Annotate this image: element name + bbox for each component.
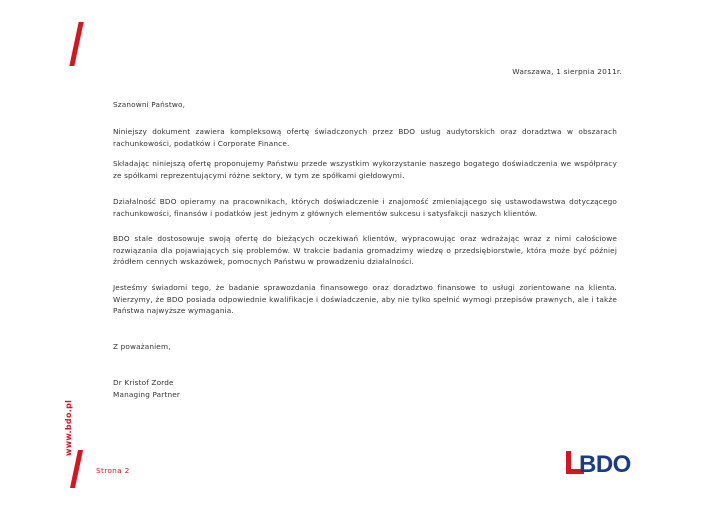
bdo-logo-graphic	[566, 448, 660, 476]
letter-closing	[113, 341, 617, 353]
paragraph-text: Składając niniejszą ofertę proponujemy Państwu przede wszystkim wykorzystanie naszego bogatego doświadczenia we współpracy ze spółkami reprezentującymi różne sektory, w tym ze spółkami giełdowymi.	[113, 159, 617, 180]
signer-name: Dr Kristof Zorde	[113, 378, 174, 387]
paragraph-text: Niniejszy dokument zawiera kompleksową ofertę świadczonych przez BDO usług audytorskich oraz doradztwa w obszarach rachunkowości, podatków i Corporate Finance.	[113, 127, 617, 148]
letter-signature	[113, 377, 617, 400]
letter-paragraph-5	[113, 282, 617, 317]
letter-salutation	[113, 99, 617, 111]
paragraph-text: BDO stale dostosowuje swoją ofertę do bieżących oczekiwań klientów, wypracowując oraz wdrażając wraz z nimi całościowe rozwiązania dla pojawiających się problemów. W trakcie badania gromadzimy wiedzę o przedsiębiorstwie, która może być później źródłem cennych wskazówek, pomocnych Państwu w prowadzeniu działalności.	[113, 234, 617, 266]
page-number: Strona 2	[96, 466, 130, 475]
paragraph-text: Działalność BDO opieramy na pracownikach, których doświadczenie i znajomość zmieniającego się ustawodawstwa dotyczącego rachunkowości, finansów i podatków jest jednym z głównych elementów sukcesu i satysfakcji naszych klientów.	[113, 197, 617, 218]
letter-paragraph-2	[113, 158, 617, 181]
letter-date: Warszawa, 1 sierpnia 2011r.	[512, 67, 622, 76]
red-slash-top-decoration	[69, 22, 83, 66]
logo-text: BDO	[579, 451, 631, 476]
letter-paragraph-1	[113, 126, 617, 149]
closing-text: Z poważaniem,	[113, 342, 171, 351]
salutation-text: Szanowni Państwo,	[113, 100, 186, 109]
bdo-logo	[566, 448, 660, 476]
letter-paragraph-3	[113, 196, 617, 219]
side-website-url: www.bdo.pl	[64, 399, 73, 456]
signer-title: Managing Partner	[113, 389, 181, 399]
paragraph-text: Jesteśmy świadomi tego, że badanie sprawozdania finansowego oraz doradztwo finansowe to usługi zorientowane na klienta. Wierzymy, że BDO posiada odpowiednie kwalifikacje i doświadczenie, aby nie tylko spełnić wymogi przepisów prawnych, ale i także Państwa najwyższe wymagania.	[113, 283, 617, 315]
letter-paragraph-4	[113, 233, 617, 268]
